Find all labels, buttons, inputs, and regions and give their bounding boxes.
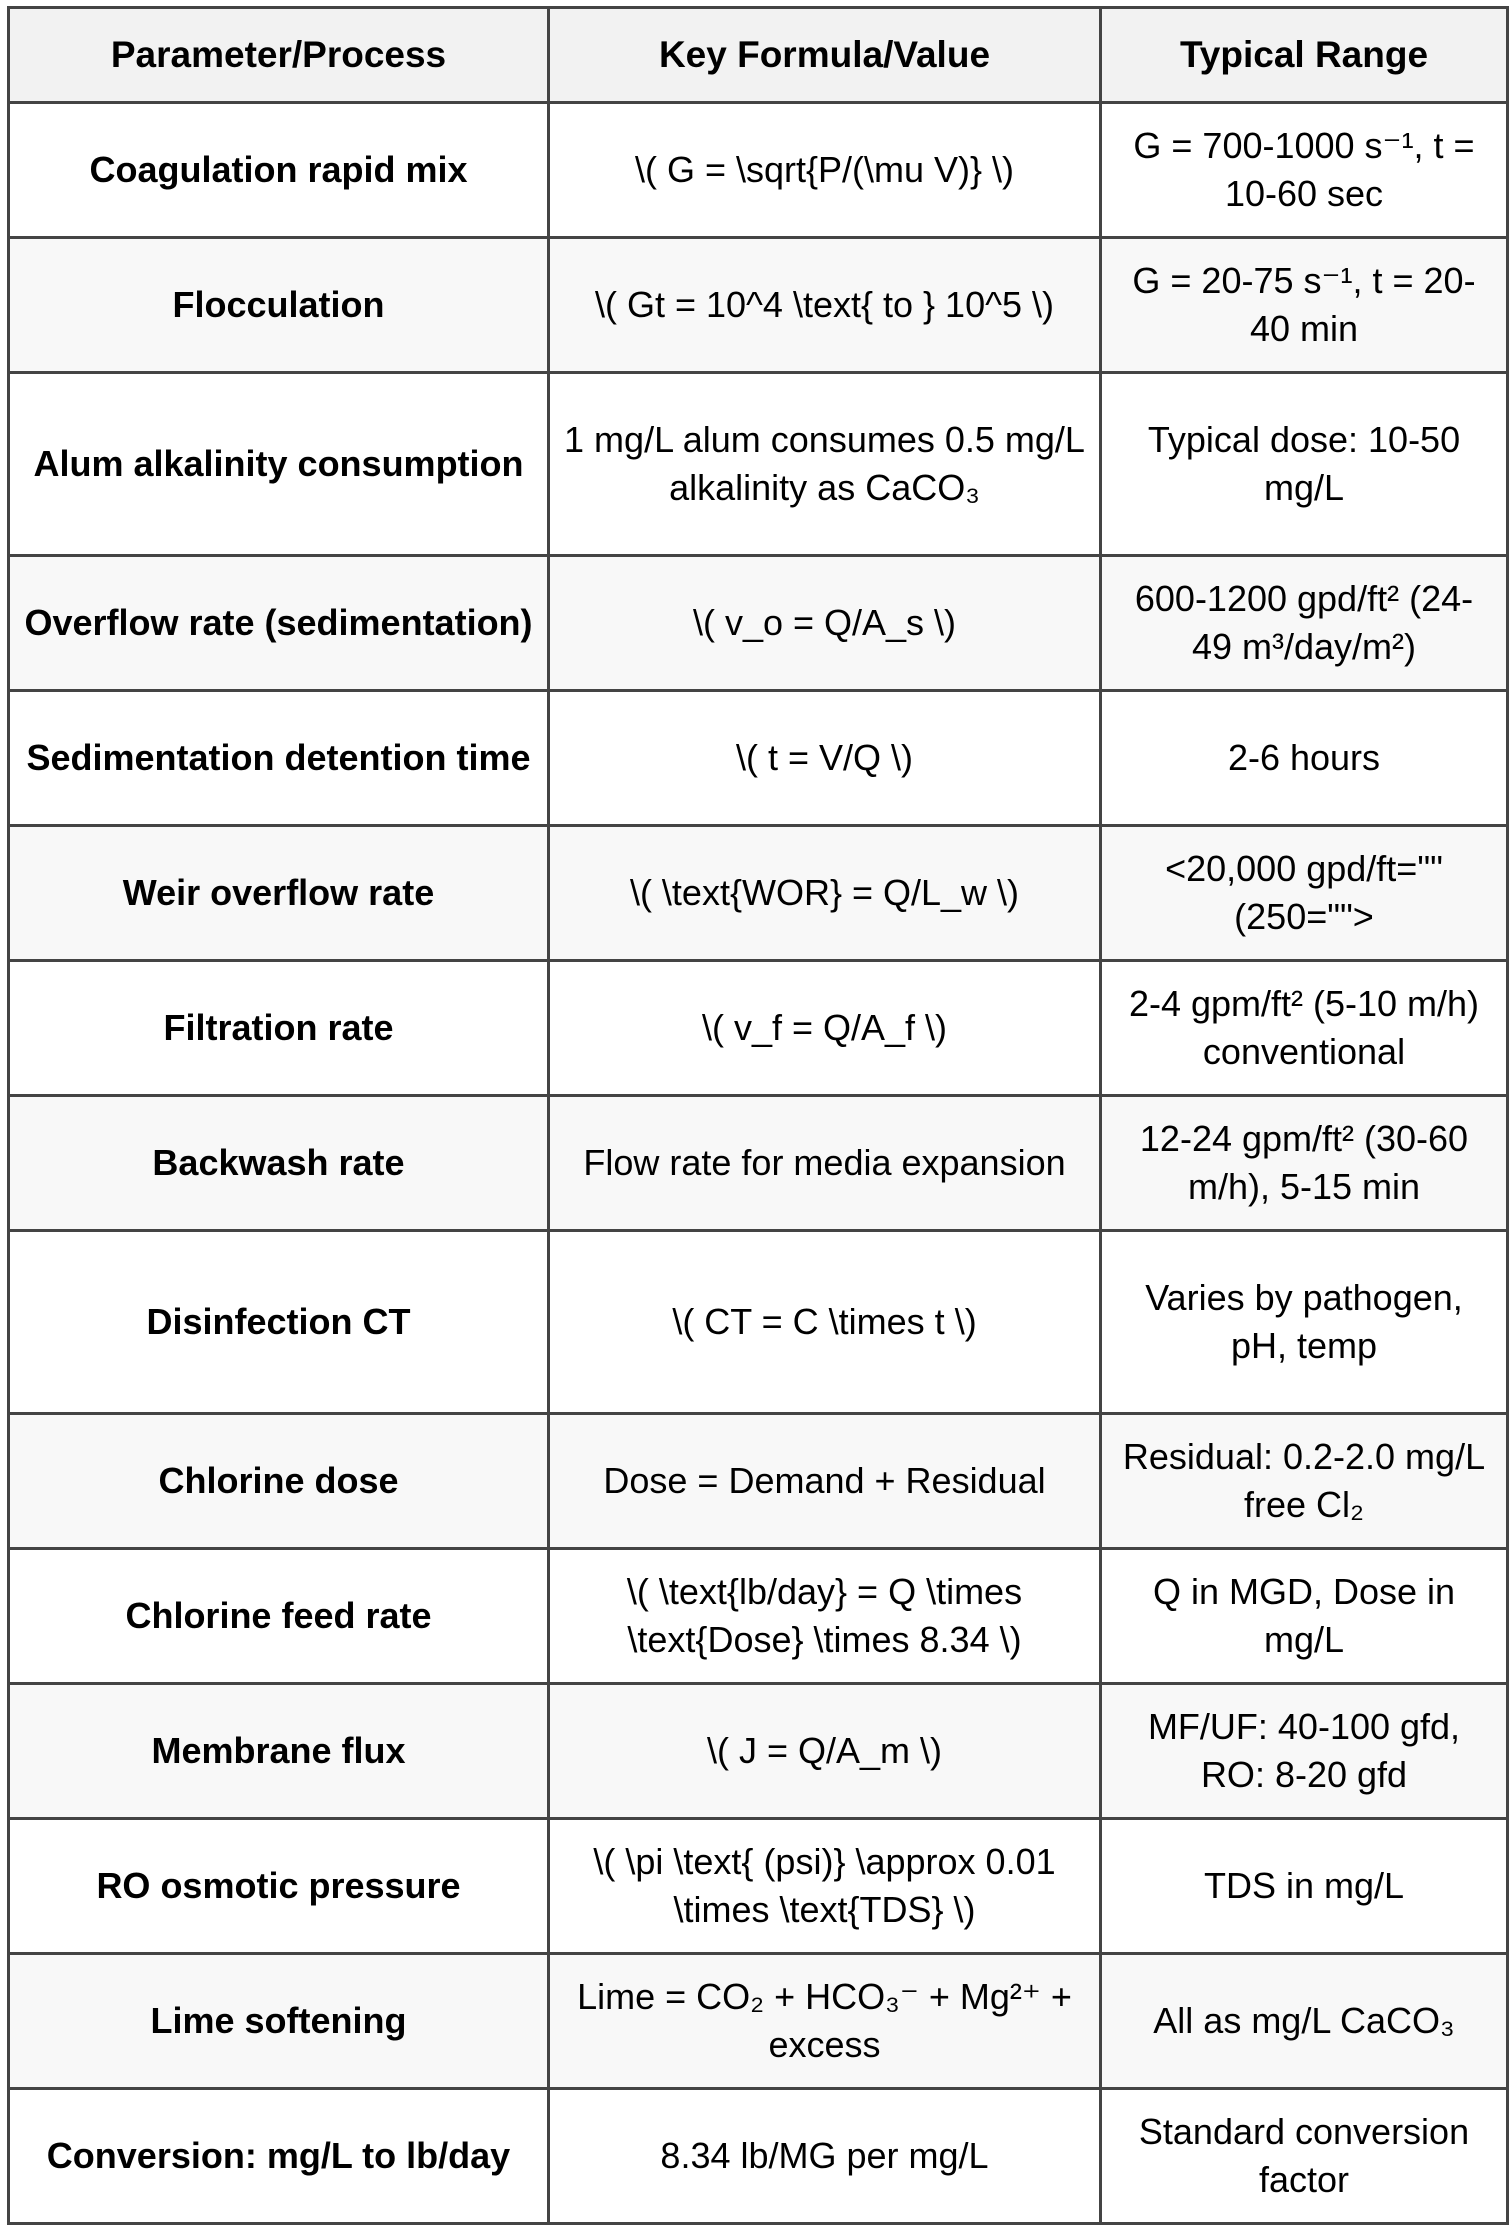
range-cell: Varies by pathogen, pH, temp xyxy=(1101,1231,1508,1414)
range-cell: MF/UF: 40-100 gfd, RO: 8-20 gfd xyxy=(1101,1684,1508,1819)
formula-cell: Lime = CO₂ + HCO₃⁻ + Mg²⁺ + excess xyxy=(549,1954,1101,2089)
table-row xyxy=(9,103,1508,238)
range-cell: Residual: 0.2-2.0 mg/L free Cl₂ xyxy=(1101,1414,1508,1549)
parameter-cell: Weir overflow rate xyxy=(9,826,549,961)
range-cell: TDS in mg/L xyxy=(1101,1819,1508,1954)
range-cell: Q in MGD, Dose in mg/L xyxy=(1101,1549,1508,1684)
column-header-parameter: Parameter/Process xyxy=(9,8,549,103)
parameter-cell: Backwash rate xyxy=(9,1096,549,1231)
parameter-cell: Chlorine dose xyxy=(9,1414,549,1549)
column-header-formula: Key Formula/Value xyxy=(549,8,1101,103)
range-cell: 600-1200 gpd/ft² (24-49 m³/day/m²) xyxy=(1101,556,1508,691)
parameter-cell: RO osmotic pressure xyxy=(9,1819,549,1954)
table-header-row xyxy=(9,8,1508,103)
water-treatment-parameters-table xyxy=(7,6,1509,2225)
table-row xyxy=(9,1231,1508,1414)
range-cell: Standard conversion factor xyxy=(1101,2089,1508,2224)
table-row xyxy=(9,373,1508,556)
table-row xyxy=(9,1684,1508,1819)
table-row xyxy=(9,826,1508,961)
range-cell: 2-4 gpm/ft² (5-10 m/h) conventional xyxy=(1101,961,1508,1096)
table-container xyxy=(7,6,1509,2225)
parameter-cell: Membrane flux xyxy=(9,1684,549,1819)
range-cell: G = 20-75 s⁻¹, t = 20-40 min xyxy=(1101,238,1508,373)
table-row xyxy=(9,556,1508,691)
parameter-cell: Overflow rate (sedimentation) xyxy=(9,556,549,691)
formula-cell: 1 mg/L alum consumes 0.5 mg/L alkalinity as CaCO₃ xyxy=(549,373,1101,556)
formula-cell: Flow rate for media expansion xyxy=(549,1096,1101,1231)
table-row xyxy=(9,691,1508,826)
table-row xyxy=(9,1414,1508,1549)
range-cell: <20,000 gpd/ft="" (250=""> xyxy=(1101,826,1508,961)
parameter-cell: Conversion: mg/L to lb/day xyxy=(9,2089,549,2224)
formula-cell: \( \text{WOR} = Q/L_w \) xyxy=(549,826,1101,961)
parameter-cell: Chlorine feed rate xyxy=(9,1549,549,1684)
formula-cell: \( \pi \text{ (psi)} \approx 0.01 \times \text{TDS} \) xyxy=(549,1819,1101,1954)
formula-cell: \( Gt = 10^4 \text{ to } 10^5 \) xyxy=(549,238,1101,373)
formula-cell: \( v_o = Q/A_s \) xyxy=(549,556,1101,691)
formula-cell: 8.34 lb/MG per mg/L xyxy=(549,2089,1101,2224)
range-cell: 12-24 gpm/ft² (30-60 m/h), 5-15 min xyxy=(1101,1096,1508,1231)
formula-cell: \( G = \sqrt{P/(\mu V)} \) xyxy=(549,103,1101,238)
table-row xyxy=(9,1096,1508,1231)
column-header-range: Typical Range xyxy=(1101,8,1508,103)
table-row xyxy=(9,1819,1508,1954)
parameter-cell: Sedimentation detention time xyxy=(9,691,549,826)
formula-cell: \( CT = C \times t \) xyxy=(549,1231,1101,1414)
table-row xyxy=(9,1954,1508,2089)
parameter-cell: Alum alkalinity consumption xyxy=(9,373,549,556)
parameter-cell: Lime softening xyxy=(9,1954,549,2089)
parameter-cell: Coagulation rapid mix xyxy=(9,103,549,238)
parameter-cell: Flocculation xyxy=(9,238,549,373)
table-row xyxy=(9,2089,1508,2224)
formula-cell: \( t = V/Q \) xyxy=(549,691,1101,826)
range-cell: G = 700-1000 s⁻¹, t = 10-60 sec xyxy=(1101,103,1508,238)
range-cell: Typical dose: 10-50 mg/L xyxy=(1101,373,1508,556)
range-cell: All as mg/L CaCO₃ xyxy=(1101,1954,1508,2089)
table-row xyxy=(9,961,1508,1096)
range-cell: 2-6 hours xyxy=(1101,691,1508,826)
parameter-cell: Disinfection CT xyxy=(9,1231,549,1414)
formula-cell: \( \text{lb/day} = Q \times \text{Dose} \times 8.34 \) xyxy=(549,1549,1101,1684)
parameter-cell: Filtration rate xyxy=(9,961,549,1096)
table-row xyxy=(9,238,1508,373)
formula-cell: \( J = Q/A_m \) xyxy=(549,1684,1101,1819)
table-row xyxy=(9,1549,1508,1684)
formula-cell: \( v_f = Q/A_f \) xyxy=(549,961,1101,1096)
formula-cell: Dose = Demand + Residual xyxy=(549,1414,1101,1549)
